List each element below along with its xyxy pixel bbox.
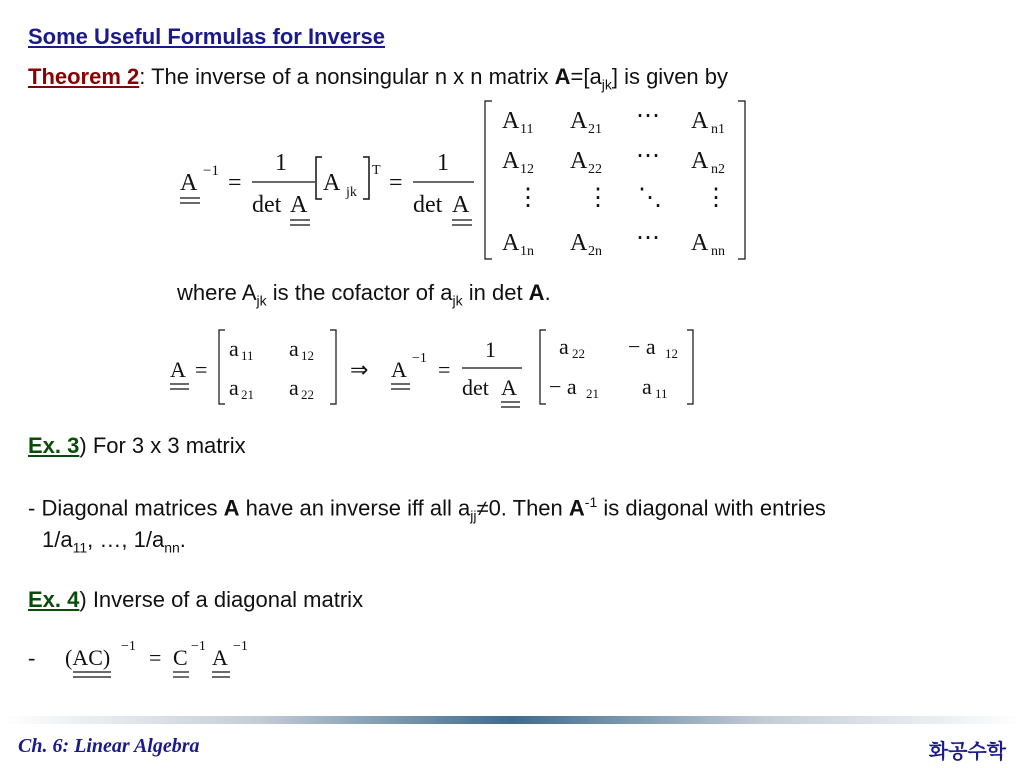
f1-m-An2: A	[691, 148, 709, 174]
theorem-text-3: ] is given by	[611, 64, 729, 89]
f2-det-A: A	[501, 375, 517, 400]
f2-m2-11: 11	[655, 386, 668, 401]
diag-sub: jj	[470, 507, 477, 524]
where-sub-2: jk	[452, 292, 463, 309]
formula-2x2-inverse	[165, 322, 705, 417]
diag-l2-sub1: 11	[72, 539, 88, 556]
f1-T: T	[372, 163, 381, 178]
theorem-text-1: : The inverse of a nonsingular n x n matrix	[139, 64, 555, 89]
theorem-label: Theorem 2	[28, 64, 140, 89]
f1-m-A12: A	[502, 148, 520, 174]
f2-m1-22: 22	[301, 387, 314, 402]
f1-m-A1n: A	[502, 230, 520, 256]
where-text-1: where A	[177, 280, 257, 305]
f1-m-12: 12	[520, 162, 534, 177]
f2-m2-a22: a	[559, 334, 569, 359]
diag-text-1: - Diagonal matrices	[28, 495, 224, 521]
where-line	[177, 280, 551, 308]
f1-eq1: =	[228, 170, 242, 196]
f2-one: 1	[485, 337, 496, 362]
f3-dash: -	[28, 645, 36, 670]
f2-eq1: =	[195, 357, 208, 382]
diag-line-1	[28, 494, 826, 524]
f1-m-nn: nn	[711, 244, 725, 259]
f1-m-11: 11	[520, 122, 534, 137]
f2-m2-22: 22	[572, 346, 585, 361]
diag-bold-A2: A	[568, 495, 585, 521]
ex4-label: Ex. 4	[28, 587, 80, 612]
where-text-4: .	[544, 280, 551, 305]
diag-line-2	[42, 527, 186, 555]
theorem-sub: jk	[601, 76, 612, 93]
f2-inv-exp: −1	[412, 351, 427, 366]
diag-l2-a: 1/a	[42, 527, 73, 552]
f2-m1-12: 12	[301, 348, 314, 363]
f2-m2-neg-a21: − a	[549, 374, 577, 399]
f1-Ajk: A	[323, 170, 341, 196]
diag-text-2: have an inverse iff all a	[239, 495, 471, 521]
f1-m-n2: n2	[711, 162, 725, 177]
f2-implies: ⇒	[350, 357, 369, 382]
diag-bold-A: A	[223, 495, 240, 521]
where-sub-1: jk	[256, 292, 267, 309]
diag-l2-b: , …, 1/a	[87, 527, 165, 552]
f2-A2: A	[391, 357, 407, 382]
f1-m-ddots: ⋱	[638, 185, 662, 211]
f1-m-Ann: A	[691, 230, 709, 256]
f2-m1-a12: a	[289, 336, 299, 361]
ex4-text: ) Inverse of a diagonal matrix	[79, 587, 364, 612]
f2-m1-11: 11	[241, 348, 254, 363]
f2-m1-a22: a	[289, 375, 299, 400]
f3-C: C	[173, 645, 188, 670]
f1-A: A	[180, 170, 198, 196]
f1-m-22: 22	[588, 162, 602, 177]
diag-l2-c: .	[179, 527, 186, 552]
footer-chapter: Ch. 6: Linear Algebra	[18, 735, 200, 757]
f1-m-An1: A	[691, 108, 709, 134]
f1-m-1n: 1n	[520, 244, 534, 259]
f3-exp2: −1	[191, 639, 206, 654]
f2-m1-a11: a	[229, 336, 239, 361]
f1-eq2: =	[389, 170, 403, 196]
f2-m2-21: 21	[586, 386, 599, 401]
f2-m2-12: 12	[665, 346, 678, 361]
f3-lhs: (AC)	[65, 645, 111, 670]
where-bold-A: A	[528, 280, 545, 305]
f1-m-A21: A	[570, 108, 588, 134]
f3-eq: =	[149, 645, 162, 670]
f3-exp1: −1	[121, 639, 136, 654]
f1-inv-exp: −1	[203, 163, 219, 179]
f2-m1-21: 21	[241, 387, 254, 402]
ex3-label: Ex. 3	[28, 433, 80, 458]
slide-title: Some Useful Formulas for Inverse	[28, 24, 385, 49]
f1-m-vdots3: ⋮	[704, 185, 728, 211]
f1-m-n1: n1	[711, 122, 725, 137]
ex4-line	[28, 587, 363, 613]
f2-A: A	[170, 357, 186, 382]
diag-l2-sub2: nn	[164, 539, 180, 556]
f1-m-A11: A	[502, 108, 520, 134]
f2-m2-neg-a12: − a	[628, 334, 656, 359]
f1-m-A2n: A	[570, 230, 588, 256]
formula-inverse-cofactor	[170, 95, 770, 265]
where-text-2: is the cofactor of a	[266, 280, 453, 305]
diag-text-3: ≠0. Then	[476, 495, 569, 521]
f1-m-cdots1: ⋯	[636, 103, 660, 129]
f1-one-2: 1	[437, 150, 449, 176]
footer-divider	[0, 716, 1024, 724]
f1-m-vdots1: ⋮	[516, 185, 540, 211]
diag-sup: -1	[584, 494, 598, 510]
f2-eq2: =	[438, 357, 451, 382]
f2-m1-a21: a	[229, 375, 239, 400]
theorem-text-2: =[a	[570, 64, 602, 89]
f1-det-2: det	[413, 192, 443, 218]
f1-det-1: det	[252, 192, 282, 218]
f2-m2-a11: a	[642, 374, 652, 399]
f1-m-vdots2: ⋮	[586, 185, 610, 211]
f1-det-A-1: A	[290, 192, 308, 218]
f1-det-A-2: A	[452, 192, 470, 218]
diag-text-4: is diagonal with entries	[597, 495, 826, 521]
theorem-bold-A: A	[554, 64, 571, 89]
ex3-text: ) For 3 x 3 matrix	[79, 433, 246, 458]
f1-m-21: 21	[588, 122, 602, 137]
f2-det: det	[462, 375, 489, 400]
f3-exp3: −1	[233, 639, 248, 654]
f1-m-cdots3: ⋯	[636, 225, 660, 251]
f1-m-cdots2: ⋯	[636, 143, 660, 169]
theorem-line	[28, 64, 728, 92]
f1-jk: jk	[346, 185, 357, 200]
f1-m-2n: 2n	[588, 244, 602, 259]
f3-A: A	[212, 645, 228, 670]
where-text-3: in det	[462, 280, 529, 305]
ex3-line	[28, 433, 246, 459]
f1-m-A22: A	[570, 148, 588, 174]
footer-course: 화공수학	[928, 741, 1006, 763]
f1-one-1: 1	[275, 150, 287, 176]
formula-product-inverse	[25, 630, 285, 690]
